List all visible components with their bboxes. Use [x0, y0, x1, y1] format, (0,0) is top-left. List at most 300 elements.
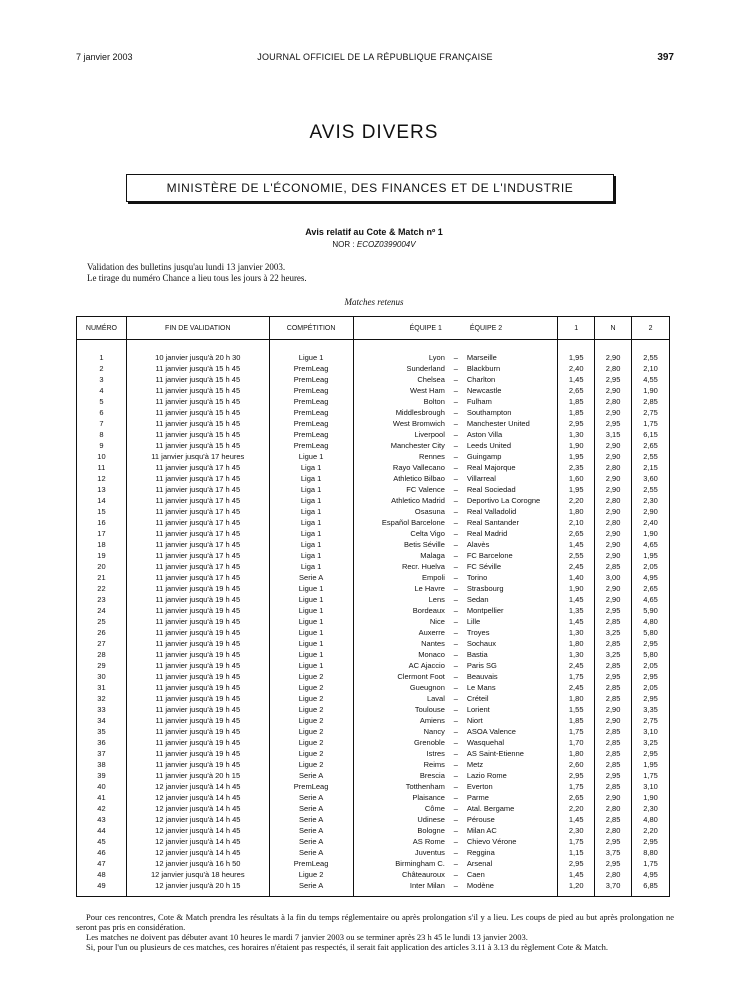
odds-1: 1,90: [558, 440, 595, 451]
odds-n: 2,80: [595, 363, 632, 374]
table-row: [77, 495, 670, 506]
odds-1: 2,65: [558, 792, 595, 803]
odds-2: 4,80: [632, 814, 670, 825]
team-1: Inter Milan: [353, 880, 448, 891]
odds-n: 3,15: [595, 429, 632, 440]
match-number: 18: [77, 539, 127, 550]
validation-deadline: 11 janvier jusqu'à 15 h 45: [126, 440, 269, 451]
competition: Serie A: [269, 792, 353, 803]
odds-n: 2,95: [595, 374, 632, 385]
team-1: Toulouse: [353, 704, 448, 715]
match-number: 3: [77, 374, 127, 385]
table-row: [77, 363, 670, 374]
odds-2: 2,55: [632, 484, 670, 495]
match-number: 44: [77, 825, 127, 836]
versus-dash: –: [453, 507, 458, 516]
competition: PremLeag: [269, 385, 353, 396]
odds-1: 2,35: [558, 462, 595, 473]
table-row: [77, 759, 670, 770]
team-2: Milan AC: [464, 825, 558, 836]
versus-dash: –: [453, 782, 458, 791]
team-1: Nantes: [353, 638, 448, 649]
odds-2: 2,55: [632, 451, 670, 462]
team-1: Grenoble: [353, 737, 448, 748]
team-1: Reims: [353, 759, 448, 770]
competition: Liga 1: [269, 506, 353, 517]
versus-dash: –: [453, 705, 458, 714]
validation-deadline: 11 janvier jusqu'à 15 h 45: [126, 429, 269, 440]
competition: Liga 1: [269, 550, 353, 561]
team-2: AS Saint-Etienne: [464, 748, 558, 759]
odds-1: 2,40: [558, 363, 595, 374]
team-1: Gueugnon: [353, 682, 448, 693]
competition: Ligue 2: [269, 671, 353, 682]
match-number: 4: [77, 385, 127, 396]
competition: Ligue 1: [269, 352, 353, 363]
validation-deadline: 12 janvier jusqu'à 14 h 45: [126, 825, 269, 836]
match-number: 43: [77, 814, 127, 825]
odds-1: 1,70: [558, 737, 595, 748]
competition: PremLeag: [269, 418, 353, 429]
odds-2: 2,30: [632, 803, 670, 814]
competition: Serie A: [269, 803, 353, 814]
table-row: [77, 418, 670, 429]
validation-deadline: 11 janvier jusqu'à 20 h 15: [126, 770, 269, 781]
validation-deadline: 12 janvier jusqu'à 14 h 45: [126, 803, 269, 814]
versus-dash: –: [453, 771, 458, 780]
team-2: Deportivo La Corogne: [464, 495, 558, 506]
table-row: [77, 550, 670, 561]
versus-dash: –: [453, 419, 458, 428]
match-number: 24: [77, 605, 127, 616]
team-1: Totthenham: [353, 781, 448, 792]
ministry-box: MINISTÈRE DE L'ÉCONOMIE, DES FINANCES ET DE L'INDUSTRIE: [126, 174, 614, 202]
validation-deadline: 11 janvier jusqu'à 19 h 45: [126, 594, 269, 605]
odds-1: 1,30: [558, 627, 595, 638]
odds-2: 6,15: [632, 429, 670, 440]
validation-deadline: 11 janvier jusqu'à 15 h 45: [126, 385, 269, 396]
match-number: 35: [77, 726, 127, 737]
match-number: 41: [77, 792, 127, 803]
table-row: [77, 528, 670, 539]
odds-2: 1,90: [632, 792, 670, 803]
table-row: [77, 792, 670, 803]
match-number: 19: [77, 550, 127, 561]
competition: Ligue 2: [269, 693, 353, 704]
matches-table: [76, 316, 670, 897]
odds-1: 1,45: [558, 374, 595, 385]
team-2: Fulham: [464, 396, 558, 407]
team-2: Villarreal: [464, 473, 558, 484]
validation-deadline: 12 janvier jusqu'à 20 h 15: [126, 880, 269, 891]
versus-dash: –: [453, 485, 458, 494]
match-number: 36: [77, 737, 127, 748]
validation-deadline: 11 janvier jusqu'à 19 h 45: [126, 660, 269, 671]
table-row: [77, 539, 670, 550]
table-header-row: [77, 317, 670, 340]
versus-dash: –: [453, 738, 458, 747]
team-2: Aston Villa: [464, 429, 558, 440]
odds-2: 2,40: [632, 517, 670, 528]
team-2: Real Santander: [464, 517, 558, 528]
validation-deadline: 11 janvier jusqu'à 19 h 45: [126, 715, 269, 726]
match-number: 27: [77, 638, 127, 649]
odds-n: 2,85: [595, 616, 632, 627]
odds-n: 2,90: [595, 451, 632, 462]
table-row: [77, 880, 670, 891]
odds-n: 2,80: [595, 462, 632, 473]
odds-n: 2,90: [595, 539, 632, 550]
odds-1: 2,45: [558, 682, 595, 693]
competition: Serie A: [269, 814, 353, 825]
team-2: Southampton: [464, 407, 558, 418]
validation-deadline: 11 janvier jusqu'à 17 h 45: [126, 462, 269, 473]
validation-deadline: 11 janvier jusqu'à 17 h 45: [126, 473, 269, 484]
odds-1: 1,75: [558, 781, 595, 792]
team-2: Troyes: [464, 627, 558, 638]
versus-dash: –: [453, 584, 458, 593]
competition: Ligue 2: [269, 748, 353, 759]
competition: Ligue 2: [269, 869, 353, 880]
validation-deadline: 11 janvier jusqu'à 19 h 45: [126, 759, 269, 770]
team-2: Atal. Bergame: [464, 803, 558, 814]
match-number: 12: [77, 473, 127, 484]
team-2: Blackburn: [464, 363, 558, 374]
odds-1: 2,30: [558, 825, 595, 836]
match-number: 1: [77, 352, 127, 363]
header-date: 7 janvier 2003: [76, 52, 133, 62]
table-row: [77, 770, 670, 781]
table-bottom-row: [77, 891, 670, 897]
team-1: Empoli: [353, 572, 448, 583]
validation-deadline: 10 janvier jusqu'à 20 h 30: [126, 352, 269, 363]
validation-deadline: 11 janvier jusqu'à 19 h 45: [126, 583, 269, 594]
validation-deadline: 11 janvier jusqu'à 17 h 45: [126, 517, 269, 528]
team-2: Strasbourg: [464, 583, 558, 594]
odds-1: 1,20: [558, 880, 595, 891]
team-1: West Ham: [353, 385, 448, 396]
versus-dash: –: [453, 529, 458, 538]
odds-1: 2,95: [558, 858, 595, 869]
competition: Ligue 2: [269, 759, 353, 770]
intro-text: [87, 262, 307, 284]
competition: Serie A: [269, 825, 353, 836]
odds-2: 2,95: [632, 671, 670, 682]
table-row: [77, 462, 670, 473]
odds-2: 4,65: [632, 594, 670, 605]
competition: Ligue 2: [269, 715, 353, 726]
table-row: [77, 484, 670, 495]
odds-2: 1,95: [632, 759, 670, 770]
table-row: [77, 374, 670, 385]
team-2: Chievo Vérone: [464, 836, 558, 847]
table-row: [77, 594, 670, 605]
validation-deadline: 11 janvier jusqu'à 15 h 45: [126, 374, 269, 385]
table-row: [77, 836, 670, 847]
odds-2: 4,95: [632, 869, 670, 880]
odds-1: 1,95: [558, 451, 595, 462]
odds-n: 2,90: [595, 385, 632, 396]
col-header-odds-2: 2: [632, 317, 670, 340]
team-1: Rennes: [353, 451, 448, 462]
team-2: Parme: [464, 792, 558, 803]
section-title: AVIS DIVERS: [309, 122, 439, 143]
table-row: [77, 814, 670, 825]
col-header-comp: COMPÉTITION: [269, 317, 353, 340]
validation-deadline: 11 janvier jusqu'à 19 h 45: [126, 616, 269, 627]
odds-n: 2,95: [595, 605, 632, 616]
competition: Ligue 2: [269, 704, 353, 715]
team-1: AC Ajaccio: [353, 660, 448, 671]
odds-2: 1,90: [632, 385, 670, 396]
match-number: 29: [77, 660, 127, 671]
competition: Serie A: [269, 836, 353, 847]
odds-2: 4,55: [632, 374, 670, 385]
team-1: Clermont Foot: [353, 671, 448, 682]
avis-title: Avis relatif au Cote & Match nº 1: [305, 227, 443, 237]
odds-2: 2,85: [632, 396, 670, 407]
match-number: 42: [77, 803, 127, 814]
intro-line: Le tirage du numéro Chance a lieu tous les jours à 22 heures.: [87, 273, 307, 283]
versus-dash: –: [453, 353, 458, 362]
odds-2: 6,85: [632, 880, 670, 891]
validation-deadline: 11 janvier jusqu'à 17 h 45: [126, 495, 269, 506]
footer-paragraph: Pour ces rencontres, Cote & Match prendra les résultats à la fin du temps réglementaire ou après prolongation s'il y a lieu. Les coups de pied au but après prolongation ne seront pas pris en considération.: [76, 912, 674, 932]
table-row: [77, 473, 670, 484]
odds-n: 2,90: [595, 550, 632, 561]
team-1: Le Havre: [353, 583, 448, 594]
odds-1: 1,80: [558, 506, 595, 517]
odds-n: 3,70: [595, 880, 632, 891]
competition: Liga 1: [269, 528, 353, 539]
odds-2: 2,05: [632, 682, 670, 693]
odds-2: 1,75: [632, 418, 670, 429]
odds-2: 2,95: [632, 748, 670, 759]
team-2: Charlton: [464, 374, 558, 385]
table-row: [77, 869, 670, 880]
team-2: Lille: [464, 616, 558, 627]
header-page-number: 397: [657, 52, 674, 63]
competition: PremLeag: [269, 374, 353, 385]
odds-2: 2,75: [632, 407, 670, 418]
versus-dash: –: [453, 540, 458, 549]
table-row: [77, 847, 670, 858]
footer-paragraph: Si, pour l'un ou plusieurs de ces matches, ces horaires n'étaient pas respectés, il serait fait application des articles 3.11 à 3.13 du règlement Cote & Match.: [86, 942, 609, 952]
odds-1: 1,80: [558, 748, 595, 759]
match-number: 32: [77, 693, 127, 704]
validation-deadline: 11 janvier jusqu'à 19 h 45: [126, 649, 269, 660]
nor-code: ECOZ0399004V: [356, 240, 416, 249]
odds-1: 1,80: [558, 693, 595, 704]
versus-dash: –: [453, 760, 458, 769]
odds-n: 2,80: [595, 495, 632, 506]
team-1: Bolton: [353, 396, 448, 407]
odds-2: 2,10: [632, 363, 670, 374]
odds-n: 2,90: [595, 484, 632, 495]
match-number: 33: [77, 704, 127, 715]
match-number: 47: [77, 858, 127, 869]
validation-deadline: 11 janvier jusqu'à 19 h 45: [126, 693, 269, 704]
match-number: 23: [77, 594, 127, 605]
odds-n: 2,85: [595, 759, 632, 770]
odds-n: 3,75: [595, 847, 632, 858]
odds-n: 2,90: [595, 473, 632, 484]
versus-dash: –: [453, 463, 458, 472]
odds-1: 1,95: [558, 484, 595, 495]
validation-deadline: 11 janvier jusqu'à 17 heures: [126, 451, 269, 462]
odds-2: 3,10: [632, 781, 670, 792]
validation-deadline: 11 janvier jusqu'à 17 h 45: [126, 561, 269, 572]
team-1: Amiens: [353, 715, 448, 726]
versus-dash: –: [453, 496, 458, 505]
competition: PremLeag: [269, 440, 353, 451]
competition: Serie A: [269, 770, 353, 781]
team-1: Birmingham C.: [353, 858, 448, 869]
odds-1: 1,85: [558, 715, 595, 726]
competition: Ligue 1: [269, 594, 353, 605]
odds-n: 2,90: [595, 506, 632, 517]
versus-dash: –: [453, 870, 458, 879]
validation-deadline: 11 janvier jusqu'à 19 h 45: [126, 627, 269, 638]
odds-n: 2,90: [595, 352, 632, 363]
nor-label: NOR :: [332, 240, 355, 249]
team-2: Montpellier: [464, 605, 558, 616]
odds-1: 2,20: [558, 495, 595, 506]
team-2: Sochaux: [464, 638, 558, 649]
validation-deadline: 11 janvier jusqu'à 17 h 45: [126, 528, 269, 539]
versus-dash: –: [453, 804, 458, 813]
odds-2: 2,15: [632, 462, 670, 473]
team-2: Guingamp: [464, 451, 558, 462]
versus-dash: –: [453, 639, 458, 648]
validation-deadline: 11 janvier jusqu'à 17 h 45: [126, 572, 269, 583]
validation-deadline: 11 janvier jusqu'à 17 h 45: [126, 550, 269, 561]
validation-deadline: 11 janvier jusqu'à 15 h 45: [126, 363, 269, 374]
odds-1: 2,10: [558, 517, 595, 528]
odds-1: 2,45: [558, 660, 595, 671]
versus-dash: –: [453, 837, 458, 846]
team-2: FC Barcelone: [464, 550, 558, 561]
odds-n: 2,95: [595, 770, 632, 781]
versus-dash: –: [453, 595, 458, 604]
validation-deadline: 12 janvier jusqu'à 14 h 45: [126, 836, 269, 847]
team-2: Arsenal: [464, 858, 558, 869]
match-number: 10: [77, 451, 127, 462]
competition: PremLeag: [269, 429, 353, 440]
validation-deadline: 11 janvier jusqu'à 17 h 45: [126, 539, 269, 550]
odds-n: 2,90: [595, 440, 632, 451]
page-header: [76, 52, 674, 66]
table-row: [77, 649, 670, 660]
odds-2: 3,25: [632, 737, 670, 748]
competition: Liga 1: [269, 561, 353, 572]
team-1: Bordeaux: [353, 605, 448, 616]
competition: Liga 1: [269, 539, 353, 550]
team-1: Chelsea: [353, 374, 448, 385]
match-number: 16: [77, 517, 127, 528]
odds-2: 1,90: [632, 528, 670, 539]
odds-n: 2,85: [595, 693, 632, 704]
match-number: 15: [77, 506, 127, 517]
table-body: [77, 340, 670, 897]
team-2: Caen: [464, 869, 558, 880]
team-2: Real Majorque: [464, 462, 558, 473]
versus-dash: –: [453, 397, 458, 406]
table-row: [77, 671, 670, 682]
team-1: Châteauroux: [353, 869, 448, 880]
validation-deadline: 11 janvier jusqu'à 17 h 45: [126, 506, 269, 517]
team-1: Udinese: [353, 814, 448, 825]
competition: Serie A: [269, 880, 353, 891]
odds-1: 1,30: [558, 429, 595, 440]
odds-n: 2,85: [595, 781, 632, 792]
odds-n: 2,90: [595, 594, 632, 605]
odds-n: 3,25: [595, 649, 632, 660]
competition: Ligue 1: [269, 616, 353, 627]
team-1: Nice: [353, 616, 448, 627]
footer-notes: [76, 912, 674, 952]
team-2: Manchester United: [464, 418, 558, 429]
versus-dash: –: [453, 518, 458, 527]
versus-dash: –: [453, 650, 458, 659]
competition: PremLeag: [269, 407, 353, 418]
team-1: Juventus: [353, 847, 448, 858]
table-row: [77, 704, 670, 715]
table-row: [77, 605, 670, 616]
team-2: Leeds United: [464, 440, 558, 451]
versus-dash: –: [453, 573, 458, 582]
odds-n: 2,85: [595, 638, 632, 649]
validation-deadline: 11 janvier jusqu'à 19 h 45: [126, 748, 269, 759]
team-1: Español Barcelone: [353, 517, 448, 528]
odds-n: 2,90: [595, 792, 632, 803]
odds-2: 2,65: [632, 583, 670, 594]
table-row: [77, 748, 670, 759]
versus-dash: –: [453, 859, 458, 868]
odds-n: 2,90: [595, 704, 632, 715]
odds-2: 2,90: [632, 506, 670, 517]
odds-1: 1,75: [558, 836, 595, 847]
odds-2: 1,75: [632, 858, 670, 869]
odds-2: 4,95: [632, 572, 670, 583]
versus-dash: –: [453, 815, 458, 824]
match-number: 7: [77, 418, 127, 429]
versus-dash: –: [453, 562, 458, 571]
match-number: 25: [77, 616, 127, 627]
odds-2: 2,65: [632, 440, 670, 451]
versus-dash: –: [453, 826, 458, 835]
odds-1: 1,85: [558, 407, 595, 418]
odds-2: 2,20: [632, 825, 670, 836]
team-2: Reggina: [464, 847, 558, 858]
versus-dash: –: [453, 848, 458, 857]
table-spacer-row: [77, 340, 670, 353]
odds-1: 1,55: [558, 704, 595, 715]
team-2: Marseille: [464, 352, 558, 363]
versus-dash: –: [453, 452, 458, 461]
match-number: 28: [77, 649, 127, 660]
odds-2: 4,80: [632, 616, 670, 627]
odds-n: 2,95: [595, 836, 632, 847]
odds-2: 2,75: [632, 715, 670, 726]
validation-deadline: 12 janvier jusqu'à 18 heures: [126, 869, 269, 880]
team-1: Bologne: [353, 825, 448, 836]
table-row: [77, 682, 670, 693]
competition: PremLeag: [269, 363, 353, 374]
team-2: FC Séville: [464, 561, 558, 572]
odds-n: 2,80: [595, 869, 632, 880]
intro-line: Validation des bulletins jusqu'au lundi 13 janvier 2003.: [87, 262, 286, 272]
